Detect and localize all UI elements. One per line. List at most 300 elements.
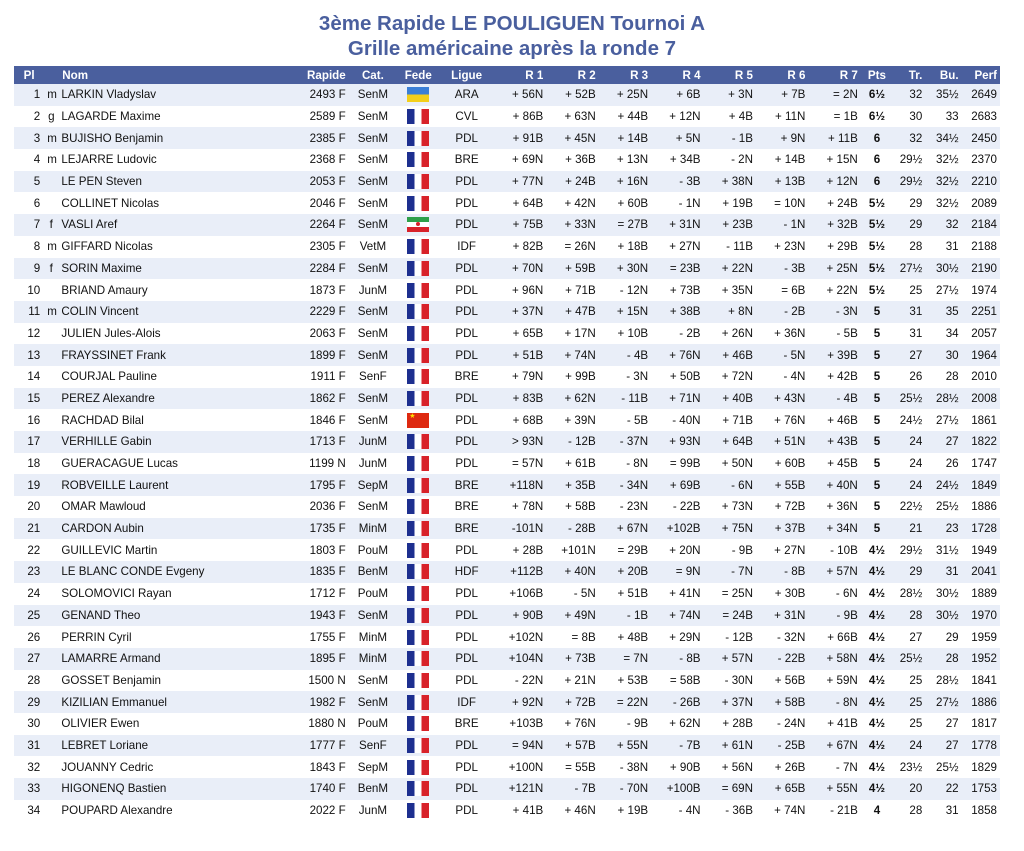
cell-league: BRE — [439, 518, 493, 540]
cell-name: LEJARRE Ludovic — [58, 149, 292, 171]
cell-round-2: + 35B — [546, 474, 598, 496]
cell-name: OLIVIER Ewen — [58, 713, 292, 735]
cell-round-6: + 56B — [756, 670, 808, 692]
cell-title — [44, 605, 58, 627]
cell-points: 4½ — [861, 670, 893, 692]
cell-federation — [397, 800, 439, 822]
cell-round-5: + 71B — [704, 409, 756, 431]
cell-name: COLIN Vincent — [58, 301, 292, 323]
cell-round-7: + 15N — [808, 149, 860, 171]
cell-performance: 1817 — [962, 713, 1000, 735]
cell-category: SenM — [349, 323, 397, 345]
cell-round-2: + 47B — [546, 301, 598, 323]
cell-league: PDL — [439, 453, 493, 475]
cell-tiebreak-bu: 25½ — [925, 756, 961, 778]
cell-round-7: + 34N — [808, 518, 860, 540]
cell-federation — [397, 778, 439, 800]
cell-place: 13 — [14, 344, 44, 366]
cell-round-4: - 3B — [651, 171, 703, 193]
table-row — [14, 214, 1000, 236]
cell-round-5: + 38N — [704, 171, 756, 193]
cell-round-1: + 64B — [494, 192, 546, 214]
cell-place: 11 — [14, 301, 44, 323]
header-pl: Pl — [14, 66, 44, 84]
cell-points: 6 — [861, 149, 893, 171]
cell-round-1: + 91B — [494, 127, 546, 149]
cell-place: 6 — [14, 192, 44, 214]
cell-title — [44, 453, 58, 475]
flag-fr-icon — [407, 564, 429, 579]
cell-round-4: - 22B — [651, 496, 703, 518]
cell-round-6: - 32N — [756, 626, 808, 648]
header-r5: R 5 — [704, 66, 756, 84]
cell-category: SenM — [349, 388, 397, 410]
cell-round-3: + 51B — [599, 583, 651, 605]
cell-tiebreak-tr: 32 — [893, 127, 925, 149]
cell-round-6: + 27N — [756, 539, 808, 561]
table-row — [14, 670, 1000, 692]
cell-round-2: + 39N — [546, 409, 598, 431]
cell-performance: 2008 — [962, 388, 1000, 410]
cell-round-3: + 20B — [599, 561, 651, 583]
cell-title — [44, 626, 58, 648]
cell-place: 4 — [14, 149, 44, 171]
cell-place: 3 — [14, 127, 44, 149]
cell-round-3: = 7N — [599, 648, 651, 670]
cell-tiebreak-bu: 27½ — [925, 691, 961, 713]
cell-league: BRE — [439, 713, 493, 735]
cell-performance: 1964 — [962, 344, 1000, 366]
cell-place: 21 — [14, 518, 44, 540]
cell-rating: 1835 F — [292, 561, 348, 583]
cell-round-6: + 13B — [756, 171, 808, 193]
cell-points: 5 — [861, 366, 893, 388]
flag-fr-icon — [407, 326, 429, 341]
cell-tiebreak-tr: 28 — [893, 236, 925, 258]
cell-round-4: + 5N — [651, 127, 703, 149]
cell-round-5: + 28B — [704, 713, 756, 735]
cell-round-1: + 83B — [494, 388, 546, 410]
cell-name: KIZILIAN Emmanuel — [58, 691, 292, 713]
cell-federation — [397, 149, 439, 171]
cell-place: 28 — [14, 670, 44, 692]
cell-points: 5 — [861, 453, 893, 475]
cell-round-6: - 2B — [756, 301, 808, 323]
cell-rating: 1500 N — [292, 670, 348, 692]
header-r4: R 4 — [651, 66, 703, 84]
cell-performance: 2057 — [962, 323, 1000, 345]
cell-league: PDL — [439, 756, 493, 778]
cell-round-2: + 72B — [546, 691, 598, 713]
cell-place: 33 — [14, 778, 44, 800]
cell-league: HDF — [439, 561, 493, 583]
cell-round-1: +102N — [494, 626, 546, 648]
cell-round-4: +102B — [651, 518, 703, 540]
cell-federation — [397, 626, 439, 648]
cell-round-7: + 32B — [808, 214, 860, 236]
cell-round-1: + 68B — [494, 409, 546, 431]
cell-round-6: + 30B — [756, 583, 808, 605]
cell-round-3: + 67N — [599, 518, 651, 540]
cell-round-3: + 30N — [599, 258, 651, 280]
cell-place: 25 — [14, 605, 44, 627]
cell-tiebreak-bu: 31 — [925, 800, 961, 822]
table-row — [14, 778, 1000, 800]
cell-tiebreak-tr: 24 — [893, 474, 925, 496]
cell-round-3: - 70N — [599, 778, 651, 800]
cell-league: PDL — [439, 301, 493, 323]
cell-rating: 1911 F — [292, 366, 348, 388]
cell-round-2: +101N — [546, 539, 598, 561]
header-r2: R 2 — [546, 66, 598, 84]
cell-round-5: + 57N — [704, 648, 756, 670]
cell-round-4: +100B — [651, 778, 703, 800]
cell-federation — [397, 236, 439, 258]
cell-round-5: + 40B — [704, 388, 756, 410]
cell-category: SenM — [349, 192, 397, 214]
cell-round-3: + 48B — [599, 626, 651, 648]
cell-federation — [397, 756, 439, 778]
cell-rating: 2385 F — [292, 127, 348, 149]
cell-place: 29 — [14, 691, 44, 713]
cell-tiebreak-tr: 29½ — [893, 149, 925, 171]
cell-federation — [397, 691, 439, 713]
header-r3: R 3 — [599, 66, 651, 84]
cell-tiebreak-bu: 35½ — [925, 84, 961, 106]
cell-round-4: - 1N — [651, 192, 703, 214]
cell-league: PDL — [439, 388, 493, 410]
cell-round-2: + 45N — [546, 127, 598, 149]
cell-round-6: = 10N — [756, 192, 808, 214]
cell-round-2: + 76N — [546, 713, 598, 735]
cell-round-3: - 9B — [599, 713, 651, 735]
cell-performance: 1822 — [962, 431, 1000, 453]
cell-name: JOUANNY Cedric — [58, 756, 292, 778]
cell-place: 31 — [14, 735, 44, 757]
cell-title — [44, 735, 58, 757]
cell-rating: 2036 F — [292, 496, 348, 518]
cell-points: 6 — [861, 171, 893, 193]
cell-round-6: + 23N — [756, 236, 808, 258]
cell-round-1: +121N — [494, 778, 546, 800]
cell-performance: 1753 — [962, 778, 1000, 800]
cell-round-2: + 21N — [546, 670, 598, 692]
cell-league: CVL — [439, 106, 493, 128]
cell-performance: 1849 — [962, 474, 1000, 496]
cell-federation — [397, 171, 439, 193]
cell-tiebreak-bu: 27½ — [925, 279, 961, 301]
cell-tiebreak-bu: 30½ — [925, 583, 961, 605]
cell-federation — [397, 713, 439, 735]
cell-round-4: = 23B — [651, 258, 703, 280]
cell-round-2: + 36B — [546, 149, 598, 171]
cell-round-6: + 72B — [756, 496, 808, 518]
cell-tiebreak-tr: 29 — [893, 192, 925, 214]
cell-tiebreak-bu: 27 — [925, 431, 961, 453]
cell-round-4: + 31N — [651, 214, 703, 236]
cell-round-5: + 56N — [704, 756, 756, 778]
cell-round-3: - 23N — [599, 496, 651, 518]
cell-federation — [397, 409, 439, 431]
cell-name: LARKIN Vladyslav — [58, 84, 292, 106]
cell-title: f — [44, 214, 58, 236]
cell-name: VERHILLE Gabin — [58, 431, 292, 453]
cell-round-6: - 24N — [756, 713, 808, 735]
cell-league: PDL — [439, 258, 493, 280]
flag-fr-icon — [407, 673, 429, 688]
cell-tiebreak-tr: 27 — [893, 344, 925, 366]
cell-tiebreak-tr: 27½ — [893, 258, 925, 280]
cell-round-7: + 57N — [808, 561, 860, 583]
standings-table — [14, 66, 1000, 821]
cell-round-3: = 22N — [599, 691, 651, 713]
cell-points: 6 — [861, 127, 893, 149]
cell-round-1: + 70N — [494, 258, 546, 280]
cell-tiebreak-bu: 25½ — [925, 496, 961, 518]
cell-performance: 2251 — [962, 301, 1000, 323]
cell-round-2: + 62N — [546, 388, 598, 410]
cell-league: PDL — [439, 648, 493, 670]
cell-round-3: - 11B — [599, 388, 651, 410]
header-rapide: Rapide — [292, 66, 348, 84]
table-row — [14, 496, 1000, 518]
cell-round-4: - 26B — [651, 691, 703, 713]
cell-federation — [397, 84, 439, 106]
cell-round-4: + 38B — [651, 301, 703, 323]
cell-tiebreak-tr: 29½ — [893, 171, 925, 193]
table-row — [14, 800, 1000, 822]
cell-rating: 2046 F — [292, 192, 348, 214]
cell-round-5: + 19B — [704, 192, 756, 214]
cell-federation — [397, 323, 439, 345]
cell-name: COLLINET Nicolas — [58, 192, 292, 214]
cell-points: 5 — [861, 301, 893, 323]
cell-round-6: - 1N — [756, 214, 808, 236]
cell-category: SenM — [349, 214, 397, 236]
cell-federation — [397, 539, 439, 561]
cell-tiebreak-bu: 31 — [925, 561, 961, 583]
cell-category: SenM — [349, 258, 397, 280]
flag-fr-icon — [407, 391, 429, 406]
cell-performance: 1889 — [962, 583, 1000, 605]
table-row — [14, 301, 1000, 323]
cell-round-5: + 61N — [704, 735, 756, 757]
cell-round-6: + 11N — [756, 106, 808, 128]
table-row — [14, 366, 1000, 388]
cell-tiebreak-bu: 27 — [925, 735, 961, 757]
cell-name: GENAND Theo — [58, 605, 292, 627]
cell-title: m — [44, 236, 58, 258]
cell-round-1: + 86B — [494, 106, 546, 128]
cell-federation — [397, 431, 439, 453]
cell-performance: 1861 — [962, 409, 1000, 431]
cell-round-1: - 22N — [494, 670, 546, 692]
cell-round-6: - 3B — [756, 258, 808, 280]
flag-fr-icon — [407, 109, 429, 124]
cell-round-4: + 90B — [651, 756, 703, 778]
cell-rating: 2493 F — [292, 84, 348, 106]
cell-category: SenM — [349, 171, 397, 193]
cell-category: PouM — [349, 539, 397, 561]
cell-round-7: + 59N — [808, 670, 860, 692]
table-row — [14, 106, 1000, 128]
cell-category: SenM — [349, 149, 397, 171]
cell-round-1: + 79N — [494, 366, 546, 388]
cell-category: SenM — [349, 106, 397, 128]
cell-rating: 1843 F — [292, 756, 348, 778]
cell-federation — [397, 648, 439, 670]
cell-title — [44, 518, 58, 540]
cell-name: BRIAND Amaury — [58, 279, 292, 301]
cell-title — [44, 192, 58, 214]
cell-name: CARDON Aubin — [58, 518, 292, 540]
cell-round-7: + 36N — [808, 496, 860, 518]
cell-category: VetM — [349, 236, 397, 258]
flag-fr-icon — [407, 521, 429, 536]
flag-fr-icon — [407, 738, 429, 753]
flag-fr-icon — [407, 131, 429, 146]
cell-round-6: + 58B — [756, 691, 808, 713]
cell-title — [44, 171, 58, 193]
table-row — [14, 236, 1000, 258]
cell-performance: 2450 — [962, 127, 1000, 149]
cell-round-1: + 75B — [494, 214, 546, 236]
cell-name: ROBVEILLE Laurent — [58, 474, 292, 496]
cell-round-2: + 40N — [546, 561, 598, 583]
cell-name: BUJISHO Benjamin — [58, 127, 292, 149]
table-row — [14, 691, 1000, 713]
cell-points: 5 — [861, 323, 893, 345]
cell-place: 16 — [14, 409, 44, 431]
cell-round-1: + 51B — [494, 344, 546, 366]
cell-rating: 1873 F — [292, 279, 348, 301]
cell-round-7: + 45B — [808, 453, 860, 475]
cell-place: 17 — [14, 431, 44, 453]
cell-category: SenM — [349, 670, 397, 692]
cell-points: 5 — [861, 474, 893, 496]
cell-points: 4 — [861, 800, 893, 822]
cell-category: SenM — [349, 84, 397, 106]
cell-round-2: + 63N — [546, 106, 598, 128]
cell-tiebreak-bu: 34½ — [925, 127, 961, 149]
cell-points: 5 — [861, 496, 893, 518]
cell-title — [44, 496, 58, 518]
cell-round-7: + 66B — [808, 626, 860, 648]
header-r7: R 7 — [808, 66, 860, 84]
cell-tiebreak-bu: 32½ — [925, 171, 961, 193]
cell-place: 22 — [14, 539, 44, 561]
cell-tiebreak-tr: 31 — [893, 301, 925, 323]
cell-place: 15 — [14, 388, 44, 410]
cell-round-5: = 69N — [704, 778, 756, 800]
cell-round-7: - 7N — [808, 756, 860, 778]
header-r6: R 6 — [756, 66, 808, 84]
cell-round-3: + 16N — [599, 171, 651, 193]
cell-round-2: + 52B — [546, 84, 598, 106]
cell-performance: 2190 — [962, 258, 1000, 280]
table-row — [14, 323, 1000, 345]
cell-name: COURJAL Pauline — [58, 366, 292, 388]
cell-tiebreak-tr: 25 — [893, 279, 925, 301]
cell-name: PERRIN Cyril — [58, 626, 292, 648]
cell-category: SenM — [349, 691, 397, 713]
table-row — [14, 431, 1000, 453]
cell-category: SenM — [349, 127, 397, 149]
cell-rating: 1803 F — [292, 539, 348, 561]
cell-league: PDL — [439, 626, 493, 648]
cell-name: GIFFARD Nicolas — [58, 236, 292, 258]
cell-round-6: + 60B — [756, 453, 808, 475]
cell-round-5: - 7N — [704, 561, 756, 583]
flag-fr-icon — [407, 716, 429, 731]
cell-federation — [397, 583, 439, 605]
cell-round-5: + 22N — [704, 258, 756, 280]
cell-points: 4½ — [861, 648, 893, 670]
cell-title: m — [44, 84, 58, 106]
cell-round-4: - 40N — [651, 409, 703, 431]
cell-federation — [397, 496, 439, 518]
cell-league: IDF — [439, 691, 493, 713]
cell-league: PDL — [439, 539, 493, 561]
cell-points: 4½ — [861, 583, 893, 605]
cell-title — [44, 366, 58, 388]
cell-tiebreak-bu: 30 — [925, 344, 961, 366]
cell-round-5: + 46B — [704, 344, 756, 366]
cell-title — [44, 431, 58, 453]
cell-points: 4½ — [861, 756, 893, 778]
cell-title — [44, 344, 58, 366]
cell-rating: 1943 F — [292, 605, 348, 627]
cell-performance: 1858 — [962, 800, 1000, 822]
cell-round-2: = 8B — [546, 626, 598, 648]
cell-title — [44, 670, 58, 692]
cell-points: 5 — [861, 431, 893, 453]
cell-round-1: + 41B — [494, 800, 546, 822]
cell-points: 5½ — [861, 279, 893, 301]
table-row — [14, 605, 1000, 627]
cell-round-4: + 34B — [651, 149, 703, 171]
cell-tiebreak-tr: 29½ — [893, 539, 925, 561]
cell-points: 5 — [861, 518, 893, 540]
table-row — [14, 518, 1000, 540]
cell-performance: 2370 — [962, 149, 1000, 171]
flag-fr-icon — [407, 760, 429, 775]
cell-round-7: - 21B — [808, 800, 860, 822]
cell-round-4: - 7B — [651, 735, 703, 757]
cell-name: LAGARDE Maxime — [58, 106, 292, 128]
header-pts: Pts — [861, 66, 893, 84]
cell-name: VASLI Aref — [58, 214, 292, 236]
cell-tiebreak-bu: 22 — [925, 778, 961, 800]
cell-category: BenM — [349, 778, 397, 800]
cell-round-2: + 33N — [546, 214, 598, 236]
table-row — [14, 127, 1000, 149]
cell-federation — [397, 735, 439, 757]
cell-round-6: + 7B — [756, 84, 808, 106]
cell-round-1: +104N — [494, 648, 546, 670]
cell-rating: 2229 F — [292, 301, 348, 323]
flag-fr-icon — [407, 304, 429, 319]
cell-round-1: + 37N — [494, 301, 546, 323]
cell-place: 2 — [14, 106, 44, 128]
cell-round-7: + 40N — [808, 474, 860, 496]
cell-rating: 1712 F — [292, 583, 348, 605]
cell-round-5: - 11B — [704, 236, 756, 258]
cell-federation — [397, 388, 439, 410]
cell-rating: 1895 F — [292, 648, 348, 670]
cell-title — [44, 474, 58, 496]
table-row — [14, 561, 1000, 583]
